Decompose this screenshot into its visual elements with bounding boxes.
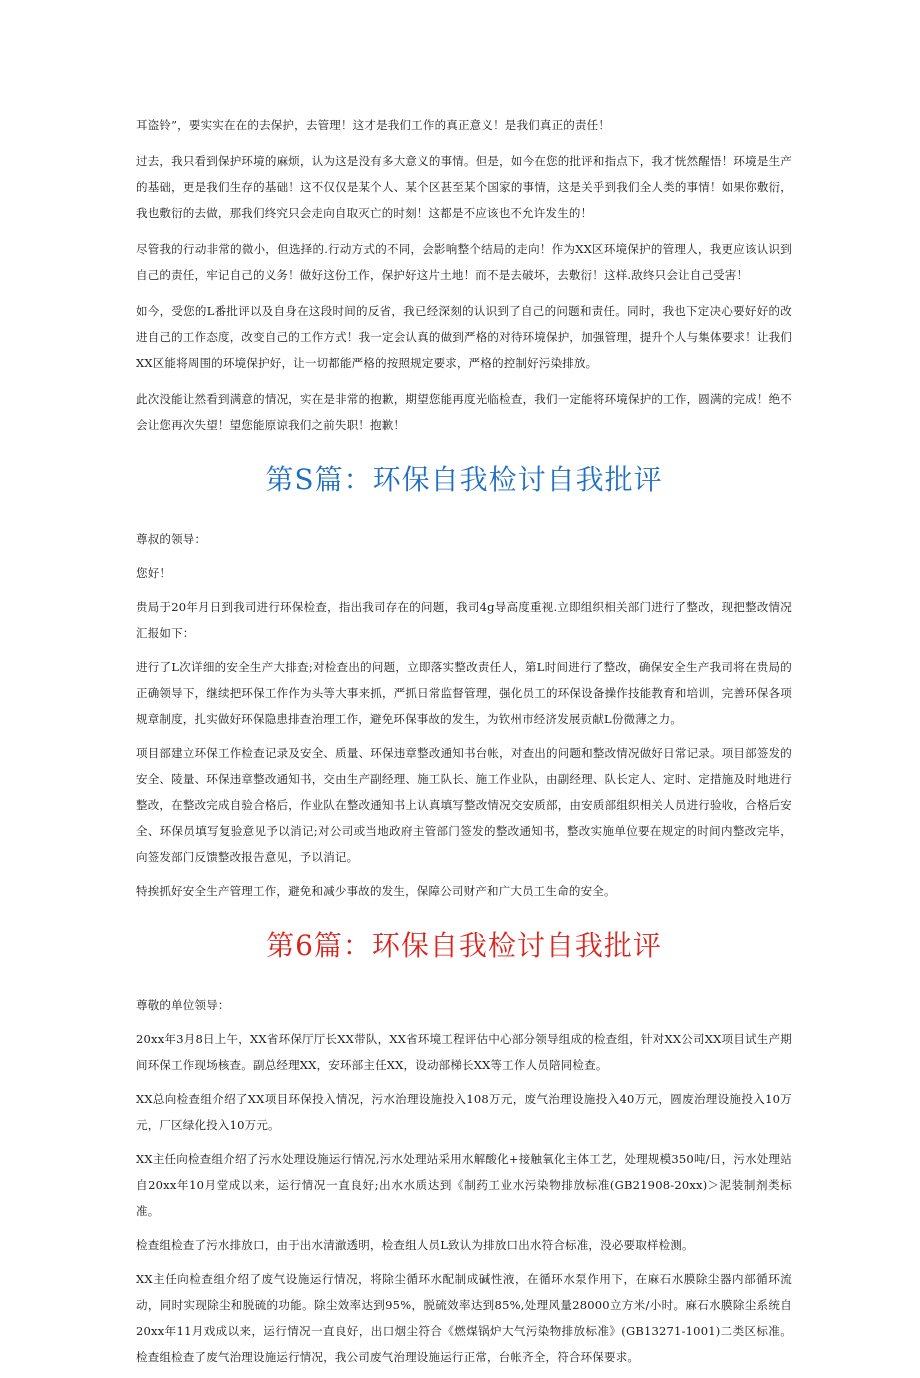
paragraph: 耳盗铃”，要实实在在的去保护，去管理！这才是我们工作的真正意义！是我们真正的责任！ [136, 118, 611, 132]
paragraph: 如今，受您的L番批评以及自身在这段时间的反省，我已经深刻的认识到了自己的问题和责任。同时，我也下定决心要好好的改进自己的工作态度，改变自己的工作方式！我一定会认真的做到严格的对待环境保护，加强管理，提升个人与集体要求！让我们XX区能将周围的环境保护好，让一切都能严格的按照规定要求，严格的控制好污染排放。 [136, 304, 792, 370]
paragraph: 过去，我只看到保护环境的麻烦，认为这是没有多大意义的事情。但是，如今在您的批评和指点下，我才恍然醒悟！环境是生产的基础，更是我们生存的基础！这不仅仅是某个人、某个区甚至某个国家的事情，这是关乎到我们全人类的事情！如果你敷衍，我也敷衍的去做，那我们终究只会走向自取灭亡的时刻！这都是不应该也不允许发生的！ [136, 154, 792, 220]
paragraph: 20xx年3月8日上午，XX省环保厅厅长XX带队，XX省环境工程评估中心部分领导组成的检查组，针对XX公司XX项目试生产期间环保工作现场核查。副总经理XX，安环部主任XX，设动部梯长XX等工作人员陪同检查。 [136, 1032, 792, 1072]
section-5-body [136, 526, 792, 904]
paragraph: XX总向检查组介绍了XX项目环保投入情况，污水治理设施投入108万元，废气治理设施投入40万元，圆废治理设施投入10万元，厂区绿化投入10万元。 [136, 1092, 792, 1132]
document-page [136, 112, 792, 1378]
salutation: 尊叔的领导： [136, 532, 207, 546]
section-6-body [136, 992, 792, 1370]
paragraph: 项目部建立环保工作检查记录及安全、质量、环保违章整改通知书台帐，对查出的问题和整改情况做好日常记录。项目部签发的安全、陵量、环保违章整改通知书，交由生产副经理、施工队长、施工作业队，由副经理、队长定人、定时、定措施及时地进行整改，在整改完成自验合格后，作业队在整改通知书上认真填写整改情况交安质部，由安质部组织相关人员进行验收，合格后安全、环保员填写复验意见予以消记;对公司或当地政府主管部门签发的整改通知书，整改实施单位要在规定的时间内整改完毕，向签发部门反馈整改报告意见，予以消记。 [136, 746, 792, 864]
paragraph: 特挨抓好安全生产管理工作，避免和减少事故的发生，保障公司财产和广大员工生命的安全。 [136, 884, 616, 898]
paragraph: XX主任向检查组介绍了污水处理设施运行情况,污水处理站采用水解酸化+接触氧化主体工艺，处理规模350吨/日，污水处理站自20xx年10月堂成以来，运行情况一直良好;出水水质达到《制药工业水污染物排放标准(GB21908-20xx)＞泥装制剂类标准。 [136, 1152, 792, 1218]
paragraph: XX主任向检查组介绍了废气设施运行情况，将除尘循环水配制成碱性液，在循环水泵作用下，在麻石水膜除尘器内部循环流动，同时实现除尘和脱硫的功能。除尘效率达到95%，脱硫效率达到85%,处理风量28000立方米/小时。麻石水膜除尘系统自20xx年11月戏成以来，运行情况一直良好，出口烟尘符合《燃煤锅炉大气污染物排放标准》(GB13271-1001)二类区标准。检查组检查了废气治理设施运行情况，我公司废气治理设施运行正常，台帐齐全，符合环保要求。 [136, 1272, 792, 1364]
salutation: 尊敬的单位领导： [136, 998, 230, 1012]
greeting: 您好！ [136, 566, 172, 580]
section-5-title: 第S篇：环保自我检讨自我批评 [265, 463, 663, 496]
paragraph: 此次没能让然看到满意的情况，实在是非常的抱歉，期望您能再度光临检查，我们一定能将环境保护的工作，圆满的完成！绝不会让您再次失望！望您能原谅我们之前失职！抱歉！ [136, 392, 792, 432]
paragraph: 进行了L次详细的安全生产大排查;对检查出的问题，立即落实整改责任人，第L时间进行了整改，确保安全生产我司将在贵局的正确领导下，继续把环保工作作为头等大事来抓，严抓日常监督管理，强化员工的环保设备操作技能教育和培训，完善环保各项规章制度，扎实做好环保隐患排查治理工作，避免环保事故的发生，为钦州市经济发展贡献L份微薄之力。 [136, 660, 792, 726]
paragraph: 尽管我的行动非常的微小，但选择的.行动方式的不同，会影响整个结局的走向！作为XX区环境保护的管理人，我更应该认识到自己的责任，牢记自己的义务！做好这份工作，保护好这片土地！而不是去破坏，去敷衍！这样.敌终只会让自己受害！ [136, 242, 792, 282]
paragraph: 检查组检查了污水排放口，由于出水清澈透明，检查组人员L致认为排放口出水符合标准，没必要取样检测。 [136, 1238, 694, 1252]
section-6-title: 第6篇：环保自我检讨自我批评 [266, 929, 662, 962]
paragraph: 贵局于20年月日到我司进行环保检查，指出我司存在的问题，我司4g导高度重视.立即组织相关部门进行了整改，现把整改情况汇报如下： [136, 600, 792, 640]
intro-section [136, 112, 792, 438]
